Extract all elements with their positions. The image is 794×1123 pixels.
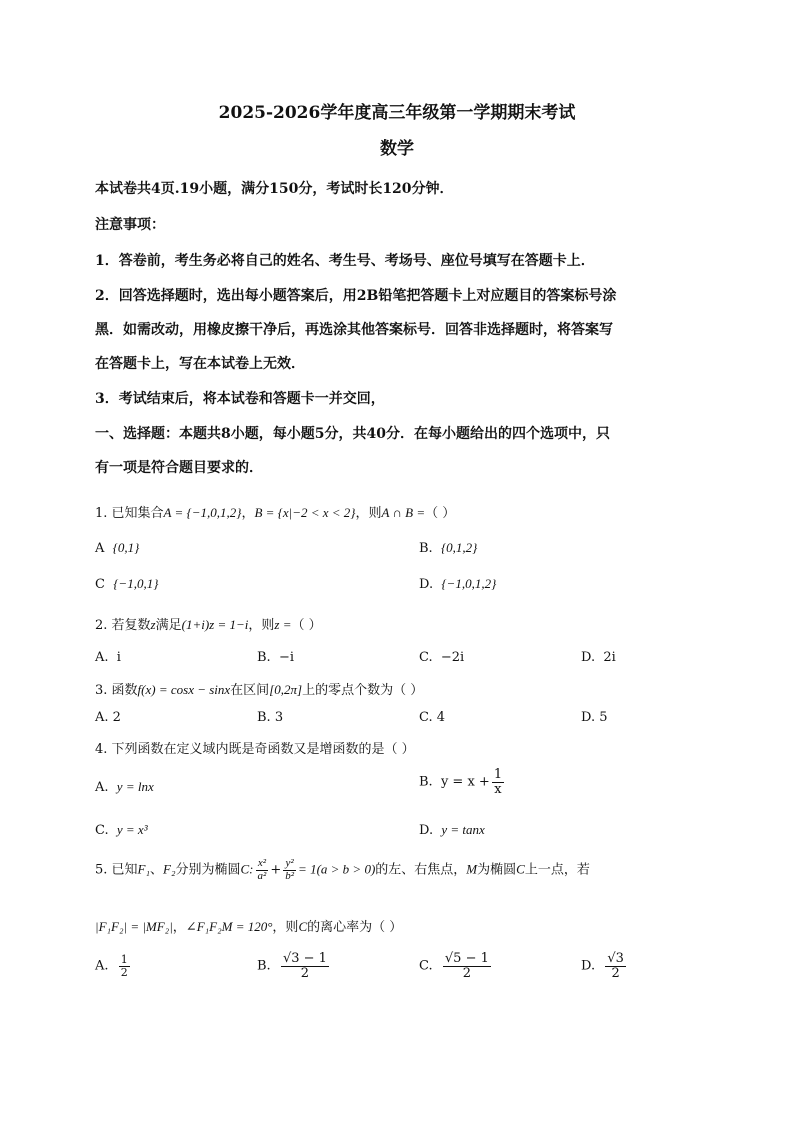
option-letter: A.	[95, 958, 109, 974]
q3-function: f(x) = cosx − sinx	[137, 682, 231, 697]
q4-option-c	[95, 822, 148, 838]
q5-stem-text-3: 的左、右焦点，	[375, 862, 467, 878]
fraction-numerator: 1	[120, 953, 128, 966]
fraction-denominator: 2	[300, 965, 310, 981]
q5-stem-text-6: ，则	[272, 920, 299, 935]
option-letter: A.	[95, 650, 109, 665]
fraction-denominator: 2	[120, 965, 128, 979]
q5-stem-text: 5. 已知	[95, 862, 138, 878]
q5-fraction-y	[283, 858, 296, 882]
q5-focus-2: F₂	[163, 861, 176, 877]
q1-option-a	[95, 540, 139, 556]
q3-stem-text: 3. 函数	[95, 683, 138, 698]
q1-option-c	[95, 576, 158, 592]
question-1-stem	[95, 502, 455, 521]
fraction	[281, 952, 329, 980]
q1-stem-text-2: ，则	[355, 506, 382, 521]
q2-ask: z =	[274, 617, 292, 632]
option-text: 2	[112, 710, 121, 725]
option-letter: C	[95, 577, 105, 592]
q5-separator: 、	[150, 862, 164, 878]
q3-stem-text-3: 上的零点个数为（ ）	[302, 683, 424, 698]
option-letter: C.	[419, 710, 433, 725]
q1-answer-paren: （ ）	[425, 506, 456, 521]
q3-option-d	[581, 710, 608, 725]
q5-stem-text-2: 分别为椭圆	[175, 862, 241, 878]
option-letter: C.	[419, 650, 433, 665]
q3-stem-text-2: 在区间	[230, 683, 270, 698]
q5-option-b	[257, 952, 331, 980]
q1-set-b: B = {x|−2 < x < 2}	[254, 505, 356, 520]
option-letter: A.	[95, 780, 109, 795]
fraction-denominator: 2	[611, 965, 620, 981]
q4-option-d	[419, 822, 485, 838]
fraction	[605, 952, 626, 980]
option-text: 4	[436, 710, 446, 725]
q1-expression: A ∩ B =	[381, 505, 426, 520]
q5-stem-text-5: 上一点，若	[524, 862, 590, 878]
fraction	[443, 952, 491, 980]
option-letter: A	[95, 541, 105, 556]
option-text: i	[116, 650, 121, 665]
notice-item-2-line-1: 2．回答选择题时，选出每小题答案后，用2B铅笔把答题卡上对应题目的答案标号涂	[95, 288, 617, 304]
q1-stem-text: 1. 已知集合	[95, 506, 164, 521]
option-letter: D.	[581, 710, 596, 725]
q5-ellipse-c: C	[516, 861, 525, 877]
notice-item-2-line-2: 黑．如需改动，用橡皮擦干净后，再选涂其他答案标号．回答非选择题时，将答案写	[95, 322, 613, 338]
q2-stem-text-3: ，则	[248, 618, 275, 633]
fraction-numerator: √3	[607, 951, 624, 966]
question-3-stem	[95, 679, 423, 698]
option-text: y = x +	[440, 774, 490, 790]
fraction-numerator: √5 − 1	[444, 951, 489, 966]
option-text: y = lnx	[116, 779, 154, 794]
option-text: {−1,0,1,2}	[441, 576, 497, 591]
option-text: −2i	[440, 650, 465, 665]
q4-option-b	[419, 768, 506, 796]
q1-set-a: A = {−1,0,1,2}	[163, 505, 242, 520]
option-letter: B.	[257, 710, 271, 725]
q5-ellipse-label: C:	[240, 861, 254, 877]
q2-stem-text-2: 满足	[155, 618, 182, 633]
option-text: {0,1,2}	[440, 540, 478, 555]
option-text: {0,1}	[112, 540, 140, 555]
section-1-heading-line-1: 一、选择题：本题共8小题，每小题5分，共40分．在每小题给出的四个选项中，只	[95, 426, 610, 442]
option-text: y = tanx	[441, 822, 485, 837]
option-letter: D.	[419, 823, 434, 838]
q3-option-a	[95, 710, 121, 725]
question-2-stem	[95, 614, 322, 633]
option-letter: B.	[419, 541, 433, 556]
q5-condition-1: |F₁F₂| = |MF₂|	[95, 919, 173, 934]
option-text: 2i	[603, 650, 616, 665]
question-5-stem-line-1	[95, 858, 590, 882]
notice-heading: 注意事项：	[95, 217, 165, 233]
option-text: 5	[599, 710, 608, 725]
q3-option-b	[257, 710, 283, 725]
option-letter: B.	[257, 650, 271, 665]
q5-option-d	[581, 952, 628, 980]
option-text: 3	[274, 710, 284, 725]
option-text: −i	[278, 650, 295, 665]
exam-subject: 数学	[380, 139, 414, 159]
option-letter: B.	[419, 774, 433, 790]
option-letter: A.	[95, 710, 109, 725]
question-4-stem: 4. 下列函数在定义域内既是奇函数又是增函数的是（ ）	[95, 742, 415, 757]
q5-point-m: M	[466, 861, 478, 877]
q2-option-b	[257, 650, 294, 665]
q2-option-a	[95, 650, 121, 665]
q1-option-b	[419, 540, 477, 556]
q3-interval: [0,2π]	[269, 682, 303, 697]
fraction-denominator: b²	[285, 869, 295, 882]
notice-item-2-line-3: 在答题卡上，写在本试卷上无效．	[95, 356, 305, 372]
fraction-denominator: a²	[257, 869, 267, 882]
q5-fraction-x	[256, 858, 269, 882]
question-5-stem-line-2	[95, 916, 402, 935]
q5-equation-tail: = 1(a > b > 0)	[298, 861, 376, 877]
option-letter: B.	[257, 958, 271, 974]
q5-option-c	[419, 952, 493, 980]
q2-variable: z	[150, 617, 156, 632]
q5-separator-2: ，	[172, 920, 186, 935]
q5-plus: +	[270, 862, 282, 878]
option-text: {−1,0,1}	[113, 576, 159, 591]
q4-option-a	[95, 779, 154, 795]
q2-equation: (1+i)z = 1−i	[181, 617, 249, 632]
option-letter: C.	[419, 958, 433, 974]
fraction	[492, 768, 504, 796]
q5-stem-text-7: 的离心率为（ ）	[307, 920, 403, 935]
fraction-numerator: y²	[283, 858, 296, 871]
q5-focus-1: F₁	[137, 861, 151, 877]
exam-title: 2025-2026学年度高三年级第一学期期末考试	[218, 103, 576, 123]
section-1-heading-line-2: 有一项是符合题目要求的．	[95, 460, 263, 476]
q2-option-d	[581, 650, 616, 665]
q2-stem-text: 2. 若复数	[95, 618, 151, 633]
q1-separator: ，	[241, 506, 255, 521]
q2-option-c	[419, 650, 464, 665]
notice-item-1: 1．答卷前，考生务必将自己的姓名、考生号、考场号、座位号填写在答题卡上．	[95, 253, 595, 269]
fraction-numerator: x²	[256, 858, 269, 871]
q5-condition-2: ∠F₁F₂M = 120°	[185, 919, 273, 934]
exam-intro: 本试卷共4页.19小题，满分150分，考试时长120分钟．	[95, 181, 454, 197]
q3-option-c	[419, 710, 445, 725]
fraction-denominator: 2	[462, 965, 472, 981]
fraction	[119, 954, 130, 978]
q5-option-a	[95, 954, 132, 978]
q2-answer-paren: （ ）	[291, 618, 322, 633]
option-letter: D.	[419, 577, 434, 592]
option-text: y = x³	[116, 822, 148, 837]
q5-stem-text-4: 为椭圆	[477, 862, 517, 878]
q1-option-d	[419, 576, 496, 592]
fraction-denominator: x	[494, 781, 502, 797]
notice-item-3: 3．考试结束后，将本试卷和答题卡一并交回，	[95, 391, 385, 407]
fraction-numerator: 1	[493, 767, 503, 782]
q5-ellipse-c-2: C	[298, 919, 308, 934]
fraction-numerator: √3 − 1	[282, 951, 327, 966]
option-letter: D.	[581, 650, 596, 665]
option-letter: C.	[95, 823, 109, 838]
option-letter: D.	[581, 958, 596, 974]
